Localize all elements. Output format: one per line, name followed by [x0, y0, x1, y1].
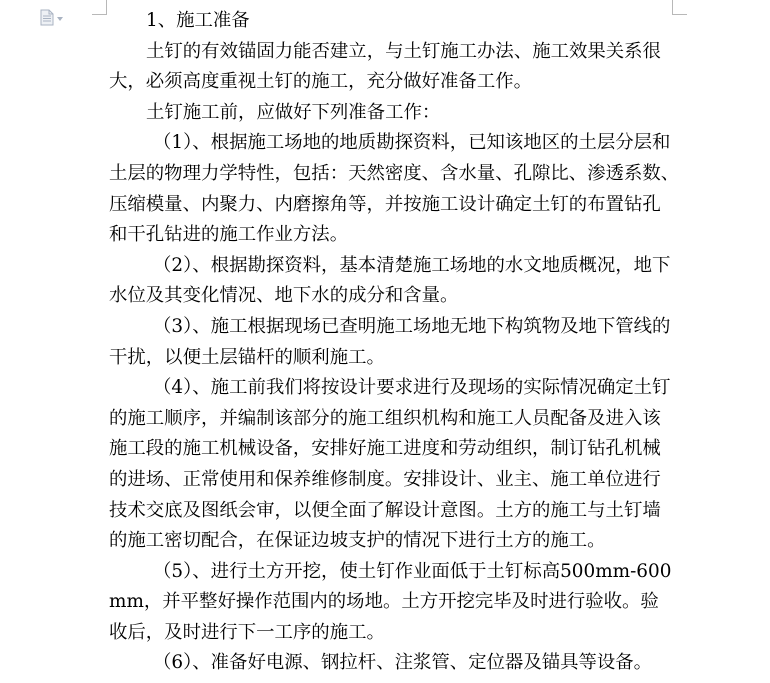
document-icon	[40, 9, 54, 26]
text-line: 的施工密切配合，在保证边坡支护的情况下进行土方的施工。	[109, 530, 606, 552]
text-line: 大，必须高度重视土钉的施工，充分做好准备工作。	[109, 71, 532, 93]
text-line: 收后，及时进行下一工序的施工。	[109, 621, 385, 643]
text-line: 的施工顺序，并编制该部分的施工组织机构和施工人员配备及进入该	[109, 407, 661, 429]
paragraph-options-button[interactable]	[40, 9, 63, 26]
text-line: 土钉施工前，应做好下列准备工作：	[146, 101, 441, 123]
text-line: （6）、准备好电源、钢拉杆、注浆管、定位器及锚具等设备。	[153, 652, 653, 674]
text-line: 土层的物理力学特性，包括：天然密度、含水量、孔隙比、渗透系数、	[109, 162, 680, 184]
text-line: 和干孔钻进的施工作业方法。	[109, 224, 349, 246]
text-line: （5）、进行土方开挖，使土钉作业面低于土钉标高500mm-600	[153, 560, 672, 582]
chevron-down-icon	[57, 17, 63, 21]
text-line: 干扰，以便土层锚杆的顺利施工。	[109, 346, 385, 368]
margin-corner-mark-right	[672, 0, 687, 15]
text-line: 压缩模量、内聚力、内磨擦角等，并按施工设计确定土钉的布置钻孔	[109, 193, 661, 215]
text-line: （2）、根据勘探资料，基本清楚施工场地的水文地质概况，地下	[153, 254, 671, 276]
document-body	[109, 6, 680, 679]
margin-corner-mark-left	[92, 0, 107, 15]
text-line: 土钉的有效锚固力能否建立，与土钉施工办法、施工效果关系很	[146, 40, 661, 62]
text-line: （4）、施工前我们将按设计要求进行及现场的实际情况确定土钉	[153, 377, 671, 399]
text-line: 技术交底及图纸会审，以便全面了解设计意图。土方的施工与土钉墙	[109, 499, 661, 521]
text-line: 的进场、正常使用和保养维修制度。安排设计、业主、施工单位进行	[109, 468, 661, 490]
text-line: mm，并平整好操作范围内的场地。土方开挖完毕及时进行验收。验	[109, 591, 659, 613]
text-line: 施工段的施工机械设备，安排好施工进度和劳动组织，制订钻孔机械	[109, 438, 661, 460]
text-line: （1）、根据施工场地的地质勘探资料，已知该地区的土层分层和	[153, 132, 671, 154]
text-line: 水位及其变化情况、地下水的成分和含量。	[109, 285, 459, 307]
text-line: （3）、施工根据现场已查明施工场地无地下构筑物及地下管线的	[153, 315, 671, 337]
text-line: 1、施工准备	[146, 10, 250, 31]
